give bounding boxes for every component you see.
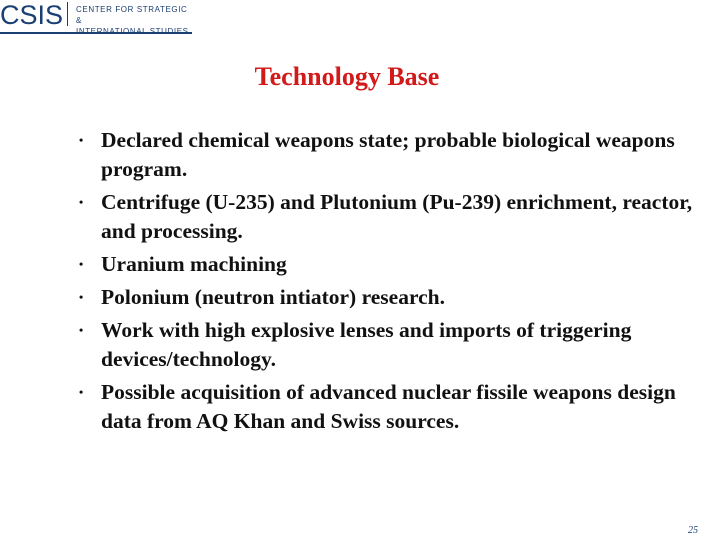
bullet-icon: • [79,385,84,399]
bullet-text: Polonium (neutron intiator) research. [101,285,445,309]
bullet-text: Work with high explosive lenses and imports of triggering devices/technology. [101,318,632,371]
bullet-icon: • [79,195,84,209]
bullet-icon: • [79,133,84,147]
bullet-icon: • [79,290,84,304]
logo-subtitle-line-1: CENTER FOR STRATEGIC & [76,5,188,25]
bullet-item [79,283,699,312]
bullet-icon: • [79,257,84,271]
slide-title: Technology Base [254,62,440,91]
bullet-text: Declared chemical weapons state; probable biological weapons program. [101,128,675,181]
bullet-text: Possible acquisition of advanced nuclear fissile weapons design data from AQ Khan and Swiss sources. [101,380,676,433]
page-number: 25 [688,525,698,536]
bullet-item [79,378,699,436]
bullet-item [79,188,699,246]
bullet-item [79,316,699,374]
bullet-text: Centrifuge (U-235) and Plutonium (Pu-239) enrichment, reactor, and processing. [101,190,693,243]
bullet-list [79,126,699,440]
bullet-item [79,126,699,184]
csis-logo [0,0,192,34]
bullet-text: Uranium machining [101,252,287,276]
logo-divider [67,2,68,26]
logo-underline [0,32,192,34]
bullet-item [79,250,699,279]
bullet-icon: • [79,323,84,337]
logo-wordmark: CSIS [0,0,64,30]
